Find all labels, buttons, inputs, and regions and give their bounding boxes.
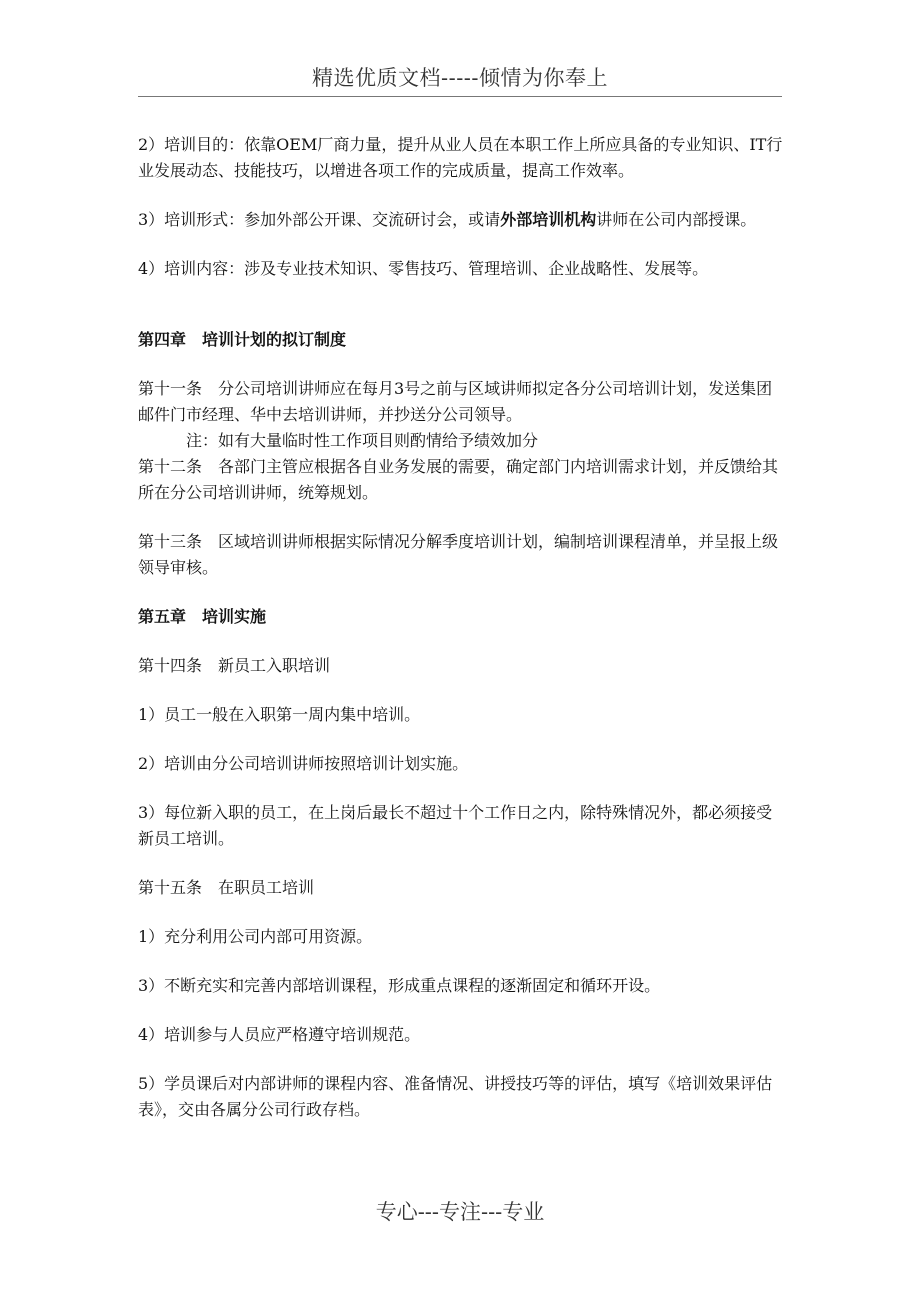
purpose-paragraph: 2）培训目的：依靠OEM厂商力量，提升从业人员在本职工作上所应具备的专业知识、IT行业发展动态、技能技巧，以增进各项工作的完成质量，提高工作效率。 [138, 135, 783, 180]
article-15-item-5: 5）学员课后对内部讲师的课程内容、准备情况、讲授技巧等的评估，填写《培训效果评估表》，交由各属分公司行政存档。 [138, 1074, 773, 1119]
format-text-pre: 3）培训形式：参加外部公开课、交流研讨会，或请 [138, 210, 501, 229]
article-11: 第十一条 分公司培训讲师应在每月3号之前与区域讲师拟定各分公司培训计划，发送集团邮件门市经理、华中去培训讲师，并抄送分公司领导。 [138, 379, 773, 424]
article-15-item-1: 1）充分利用公司内部可用资源。 [138, 927, 373, 946]
format-paragraph [138, 207, 788, 233]
article-12: 第十二条 各部门主管应根据各自业务发展的需要，确定部门内培训需求计划，并反馈给其所在分公司培训讲师，统筹规划。 [138, 457, 779, 502]
chapter-4-title: 第四章 培训计划的拟订制度 [138, 330, 347, 349]
content-paragraph: 4）培训内容：涉及专业技术知识、零售技巧、管理培训、企业战略性、发展等。 [138, 259, 709, 278]
article-13: 第十三条 区域培训讲师根据实际情况分解季度培训计划，编制培训课程清单，并呈报上级领导审核。 [138, 532, 779, 577]
article-14: 第十四条 新员工入职培训 [138, 656, 331, 675]
article-14-item-2: 2）培训由分公司培训讲师按照培训计划实施。 [138, 754, 469, 773]
article-15: 第十五条 在职员工培训 [138, 878, 315, 897]
header-divider [138, 96, 782, 97]
article-15-item-4: 4）培训参与人员应严格遵守培训规范。 [138, 1025, 421, 1044]
page-header: 精选优质文档-----倾情为你奉上 [312, 66, 608, 90]
article-11-note: 注：如有大量临时性工作项目则酌情给予绩效加分 [186, 431, 539, 450]
article-15-item-3: 3）不断充实和完善内部培训课程，形成重点课程的逐渐固定和循环开设。 [138, 976, 661, 995]
article-14-item-3: 3）每位新入职的员工，在上岗后最长不超过十个工作日之内，除特殊情况外，都必须接受新员工培训。 [138, 803, 773, 848]
article-14-item-1: 1）员工一般在入职第一周内集中培训。 [138, 705, 421, 724]
page-footer: 专心---专注---专业 [375, 1200, 545, 1224]
format-text-bold: 外部培训机构 [500, 210, 597, 229]
format-text-post: 讲师在公司内部授课。 [596, 210, 757, 229]
chapter-5-title: 第五章 培训实施 [138, 607, 267, 626]
document-body [138, 132, 788, 1123]
